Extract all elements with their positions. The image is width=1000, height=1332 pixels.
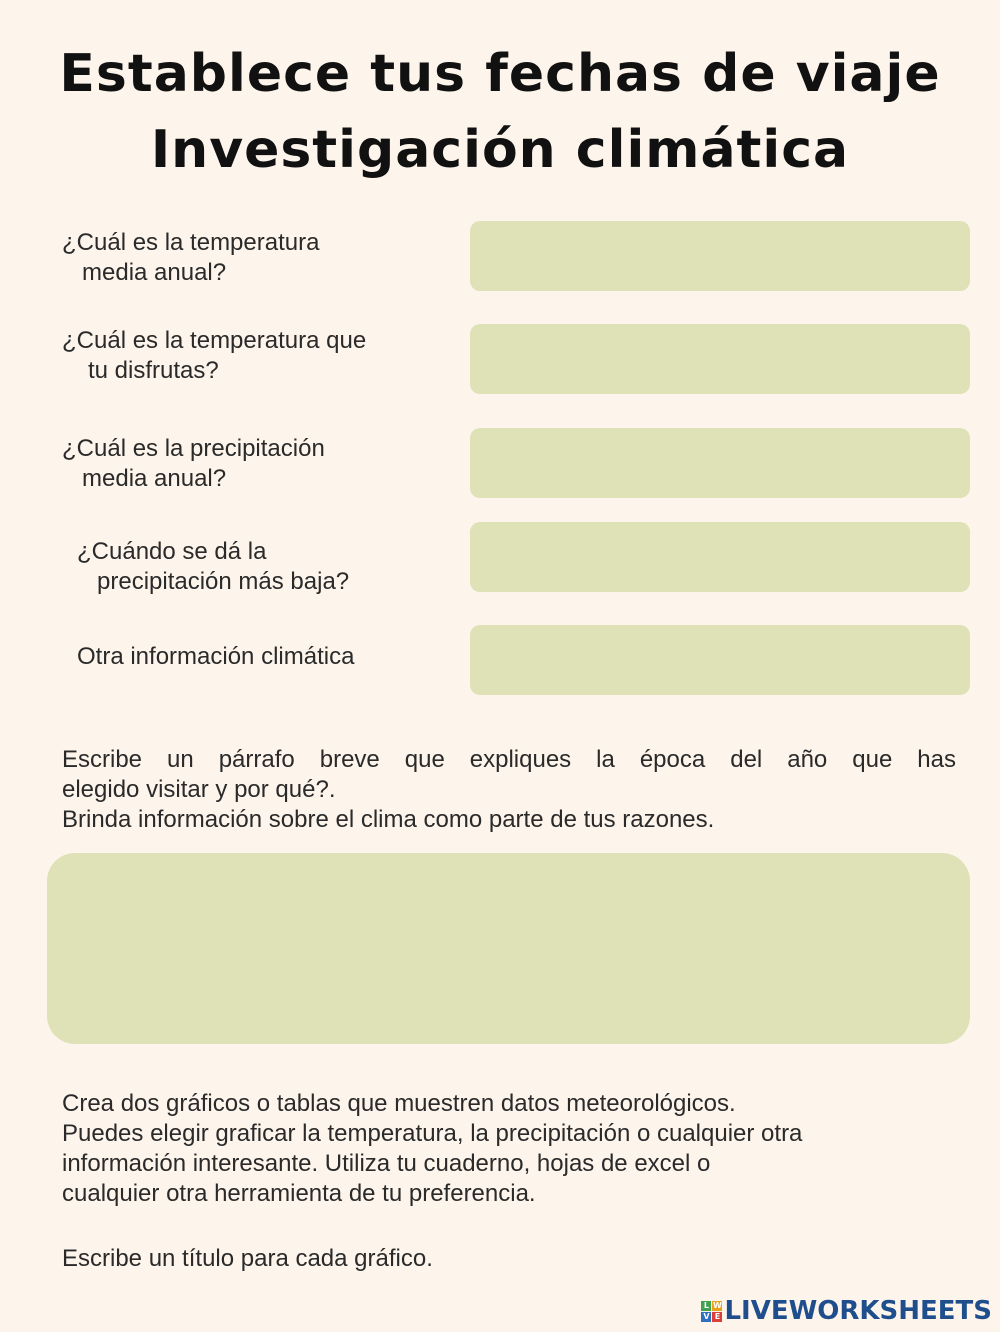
instruction-line: Escribe un título para cada gráfico. [62, 1245, 433, 1272]
answer-other-climate-info-input[interactable] [470, 625, 970, 695]
answer-lowest-precipitation-input[interactable] [470, 522, 970, 592]
logo-mark-letter: W [713, 1300, 722, 1310]
logo-mark-letter: L [701, 1301, 711, 1311]
question-label: media anual? [82, 259, 227, 286]
instruction-line: información interesante. Utiliza tu cuaderno, hojas de excel o [62, 1150, 711, 1177]
question-label: ¿Cuándo se dá la [77, 538, 267, 565]
charts-instructions [62, 1089, 956, 1209]
instruction-line: Brinda información sobre el clima como parte de tus razones. [62, 806, 715, 833]
answer-preferred-temperature-input[interactable] [470, 324, 970, 394]
question-lowest-precipitation [77, 537, 349, 597]
question-label: tu disfrutas? [88, 357, 219, 384]
page-title-line-2: Investigación climática [150, 120, 850, 180]
question-other-climate-info [77, 642, 354, 672]
logo-text: LIVEWORKSHEETS [724, 1296, 992, 1326]
question-annual-temperature [62, 228, 319, 288]
question-label: Otra información climática [77, 643, 355, 670]
answer-annual-temperature-input[interactable] [470, 221, 970, 291]
answer-annual-precipitation-input[interactable] [470, 428, 970, 498]
instruction-line: Escribe un párrafo breve que expliques la época del año que has [62, 746, 956, 773]
question-label: media anual? [82, 465, 227, 492]
instruction-line: Puedes elegir graficar la temperatura, la precipitación o cualquier otra [62, 1120, 803, 1147]
paragraph-answer-textarea[interactable] [47, 853, 970, 1044]
chart-title-instruction [62, 1244, 956, 1274]
liveworksheets-mark-icon [701, 1301, 722, 1322]
liveworksheets-logo [701, 1296, 992, 1326]
logo-mark-letter: V [703, 1311, 710, 1321]
instruction-line: elegido visitar y por qué?. [62, 776, 336, 803]
paragraph-instructions [62, 745, 956, 835]
logo-mark-letter: E [712, 1312, 722, 1322]
question-annual-precipitation [62, 434, 325, 494]
page-title-line-1: Establece tus fechas de viaje [59, 44, 941, 104]
instruction-line: cualquier otra herramienta de tu preferencia. [62, 1180, 536, 1207]
question-label: ¿Cuál es la temperatura [62, 229, 320, 256]
question-preferred-temperature [62, 326, 366, 386]
question-label: ¿Cuál es la temperatura que [62, 327, 367, 354]
instruction-line: Crea dos gráficos o tablas que muestren datos meteorológicos. [62, 1090, 736, 1117]
question-label: ¿Cuál es la precipitación [62, 435, 325, 462]
question-label: precipitación más baja? [97, 568, 350, 595]
